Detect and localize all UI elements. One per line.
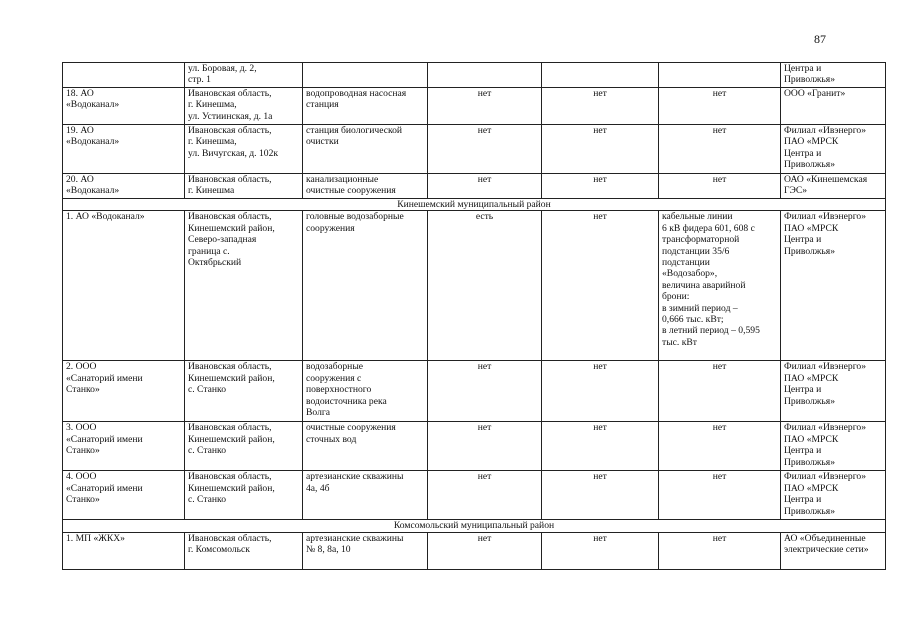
cell-address: Ивановская область, Кинешемский район, с. Станко bbox=[185, 471, 303, 520]
cell-name: 1. АО «Водоканал» bbox=[63, 211, 185, 361]
table-row bbox=[63, 361, 886, 422]
page-number: 87 bbox=[814, 32, 826, 46]
cell-col-5: нет bbox=[542, 422, 659, 471]
cell-col-4: есть bbox=[428, 211, 542, 361]
cell-address: ул. Боровая, д. 2, стр. 1 bbox=[185, 63, 303, 88]
section-row bbox=[63, 199, 886, 211]
cell-col-5 bbox=[542, 63, 659, 88]
cell-col-4: нет bbox=[428, 361, 542, 422]
cell-owner: ОАО «Кинешемская ГЭС» bbox=[781, 174, 886, 199]
cell-object: канализационные очистные сооружения bbox=[303, 174, 428, 199]
cell-object: артезианские скважины 4а, 4б bbox=[303, 471, 428, 520]
cell-name bbox=[63, 63, 185, 88]
cell-col-6: нет bbox=[659, 532, 781, 569]
cell-object: водозаборные сооружения с поверхностного водоисточника река Волга bbox=[303, 361, 428, 422]
cell-address: Ивановская область, Кинешемский район, с. Станко bbox=[185, 361, 303, 422]
cell-name: 20. АО «Водоканал» bbox=[63, 174, 185, 199]
cell-name: 4. ООО «Санаторий имени Станко» bbox=[63, 471, 185, 520]
cell-object: водопроводная насосная станция bbox=[303, 88, 428, 125]
cell-name: 19. АО «Водоканал» bbox=[63, 125, 185, 174]
section-heading: Комсомольский муниципальный район bbox=[63, 520, 886, 532]
cell-col-6: кабельные линии 6 кВ фидера 601, 608 с трансформаторной подстанции 35/6 подстанции «Водозабор», величина аварийной брони: в зимний период – 0,666 тыс. кВт; в летний период – 0,595 тыс. кВт bbox=[659, 211, 781, 361]
cell-address: Ивановская область, Кинешемский район, Северо-западная граница с. Октябрьский bbox=[185, 211, 303, 361]
table-row bbox=[63, 532, 886, 569]
cell-object bbox=[303, 63, 428, 88]
table-row bbox=[63, 125, 886, 174]
cell-owner: Центра и Приволжья» bbox=[781, 63, 886, 88]
cell-col-5: нет bbox=[542, 471, 659, 520]
cell-owner: ООО «Гранит» bbox=[781, 88, 886, 125]
cell-object: станция биологической очистки bbox=[303, 125, 428, 174]
cell-col-5: нет bbox=[542, 361, 659, 422]
cell-col-6: нет bbox=[659, 88, 781, 125]
table-row bbox=[63, 422, 886, 471]
cell-col-5: нет bbox=[542, 532, 659, 569]
cell-name: 18. АО «Водоканал» bbox=[63, 88, 185, 125]
cell-col-4: нет bbox=[428, 174, 542, 199]
cell-col-6: нет bbox=[659, 422, 781, 471]
cell-col-4: нет bbox=[428, 471, 542, 520]
cell-col-6: нет bbox=[659, 125, 781, 174]
cell-name: 3. ООО «Санаторий имени Станко» bbox=[63, 422, 185, 471]
cell-col-4: нет bbox=[428, 125, 542, 174]
cell-col-6: нет bbox=[659, 361, 781, 422]
section-row bbox=[63, 520, 886, 532]
cell-owner: АО «Объединенные электрические сети» bbox=[781, 532, 886, 569]
section-heading: Кинешемский муниципальный район bbox=[63, 199, 886, 211]
table-row-continued bbox=[63, 63, 886, 88]
cell-col-6 bbox=[659, 63, 781, 88]
cell-col-4: нет bbox=[428, 88, 542, 125]
cell-owner: Филиал «Ивэнерго» ПАО «МРСК Центра и Приволжья» bbox=[781, 471, 886, 520]
cell-address: Ивановская область, г. Комсомольск bbox=[185, 532, 303, 569]
table-row bbox=[63, 174, 886, 199]
cell-col-4: нет bbox=[428, 532, 542, 569]
cell-col-5: нет bbox=[542, 88, 659, 125]
cell-object: головные водозаборные сооружения bbox=[303, 211, 428, 361]
table-row bbox=[63, 88, 886, 125]
table-row bbox=[63, 211, 886, 361]
cell-name: 2. ООО «Санаторий имени Станко» bbox=[63, 361, 185, 422]
cell-owner: Филиал «Ивэнерго» ПАО «МРСК Центра и Приволжья» bbox=[781, 211, 886, 361]
cell-owner: Филиал «Ивэнерго» ПАО «МРСК Центра и Приволжья» bbox=[781, 125, 886, 174]
facilities-table bbox=[62, 62, 886, 570]
cell-owner: Филиал «Ивэнерго» ПАО «МРСК Центра и Приволжья» bbox=[781, 361, 886, 422]
cell-object: очистные сооружения сточных вод bbox=[303, 422, 428, 471]
cell-name: 1. МП «ЖКХ» bbox=[63, 532, 185, 569]
cell-col-4 bbox=[428, 63, 542, 88]
cell-address: Ивановская область, г. Кинешма, ул. Устиинская, д. 1а bbox=[185, 88, 303, 125]
cell-address: Ивановская область, Кинешемский район, с. Станко bbox=[185, 422, 303, 471]
cell-col-6: нет bbox=[659, 471, 781, 520]
cell-col-6: нет bbox=[659, 174, 781, 199]
cell-address: Ивановская область, г. Кинешма bbox=[185, 174, 303, 199]
cell-col-4: нет bbox=[428, 422, 542, 471]
cell-col-5: нет bbox=[542, 125, 659, 174]
cell-object: артезианские скважины № 8, 8а, 10 bbox=[303, 532, 428, 569]
cell-col-5: нет bbox=[542, 174, 659, 199]
table-row bbox=[63, 471, 886, 520]
cell-col-5: нет bbox=[542, 211, 659, 361]
cell-address: Ивановская область, г. Кинешма, ул. Вичугская, д. 102к bbox=[185, 125, 303, 174]
cell-owner: Филиал «Ивэнерго» ПАО «МРСК Центра и Приволжья» bbox=[781, 422, 886, 471]
